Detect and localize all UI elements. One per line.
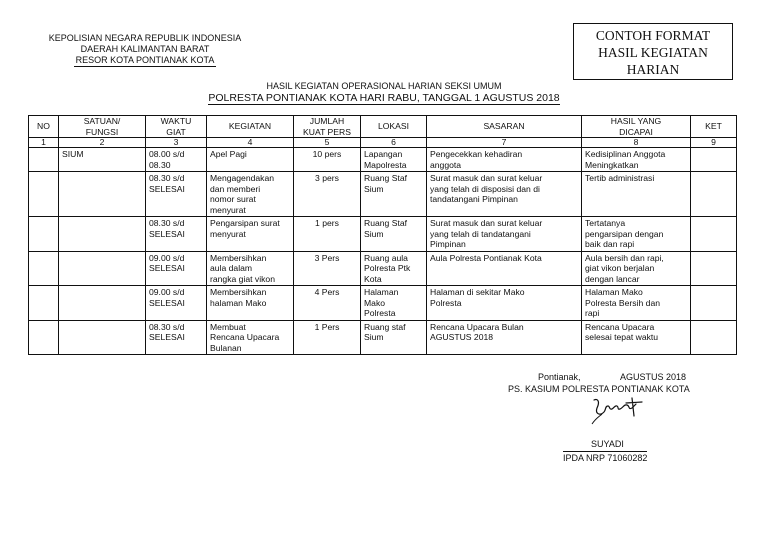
table-cell: Rencana Upacara selesai tepat waktu bbox=[582, 320, 691, 355]
table-cell bbox=[29, 320, 59, 355]
table-cell: Ruang Staf Sium bbox=[361, 172, 427, 217]
table-cell bbox=[59, 286, 146, 321]
column-number: 9 bbox=[691, 138, 737, 148]
column-number: 4 bbox=[207, 138, 294, 148]
table-cell: 09.00 s/d SELESAI bbox=[146, 251, 207, 286]
table-cell: 08.00 s/d 08.30 bbox=[146, 148, 207, 172]
table-cell: 3 pers bbox=[294, 172, 361, 217]
table-cell: Membuat Rencana Upacara Bulanan bbox=[207, 320, 294, 355]
column-header: SATUAN/ FUNGSI bbox=[59, 116, 146, 138]
table-cell: 08.30 s/d SELESAI bbox=[146, 217, 207, 252]
column-number: 5 bbox=[294, 138, 361, 148]
table-cell: 09.00 s/d SELESAI bbox=[146, 286, 207, 321]
table-cell: 08.30 s/d SELESAI bbox=[146, 172, 207, 217]
format-label-line-2: HASIL KEGIATAN bbox=[598, 45, 708, 60]
table-number-row bbox=[29, 138, 737, 148]
table-cell: Membersihkan halaman Mako bbox=[207, 286, 294, 321]
table-cell: Halaman Mako Polresta bbox=[361, 286, 427, 321]
table-cell: SIUM bbox=[59, 148, 146, 172]
table-cell: 3 Pers bbox=[294, 251, 361, 286]
table-cell: Mengagendakan dan memberi nomor surat menyurat bbox=[207, 172, 294, 217]
letterhead-line-2: DAERAH KALIMANTAN BARAT bbox=[80, 44, 210, 54]
table-body bbox=[29, 148, 737, 355]
letterhead bbox=[30, 33, 260, 67]
table-row bbox=[29, 217, 737, 252]
signatory-name: SUYADI bbox=[591, 439, 624, 449]
table-cell bbox=[29, 172, 59, 217]
table-cell bbox=[59, 320, 146, 355]
table-cell: 4 Pers bbox=[294, 286, 361, 321]
table-cell: Pengecekkan kehadiran anggota bbox=[427, 148, 582, 172]
table-cell bbox=[691, 172, 737, 217]
table-cell: Ruang staf Sium bbox=[361, 320, 427, 355]
table-cell bbox=[691, 217, 737, 252]
column-header: KET bbox=[691, 116, 737, 138]
table-cell bbox=[59, 251, 146, 286]
format-label-box bbox=[573, 23, 733, 80]
column-header: HASIL YANG DICAPAI bbox=[582, 116, 691, 138]
letterhead-line-1: KEPOLISIAN NEGARA REPUBLIK INDONESIA bbox=[48, 33, 242, 43]
signature-place: Pontianak, bbox=[538, 372, 581, 382]
column-number: 7 bbox=[427, 138, 582, 148]
table-cell: Kedisiplinan Anggota Meningkatkan bbox=[582, 148, 691, 172]
table-cell: Ruang Staf Sium bbox=[361, 217, 427, 252]
table-row bbox=[29, 320, 737, 355]
table-cell: Halaman Mako Polresta Bersih dan rapi bbox=[582, 286, 691, 321]
table-cell bbox=[691, 148, 737, 172]
table-cell bbox=[29, 217, 59, 252]
table-cell: Ruang aula Polresta Ptk Kota bbox=[361, 251, 427, 286]
column-header: SASARAN bbox=[427, 116, 582, 138]
table-cell: Surat masuk dan surat keluar yang telah di disposisi dan di tandatangani Pimpinan bbox=[427, 172, 582, 217]
column-header: NO bbox=[29, 116, 59, 138]
table-cell: Aula Polresta Pontianak Kota bbox=[427, 251, 582, 286]
table-cell bbox=[29, 251, 59, 286]
column-header: KEGIATAN bbox=[207, 116, 294, 138]
report-subtitle bbox=[0, 92, 768, 104]
table-cell: 1 pers bbox=[294, 217, 361, 252]
table-cell: Aula bersih dan rapi, giat vikon berjalan dengan lancar bbox=[582, 251, 691, 286]
table-cell bbox=[59, 217, 146, 252]
table-cell: Apel Pagi bbox=[207, 148, 294, 172]
table-cell bbox=[691, 286, 737, 321]
table-cell bbox=[59, 172, 146, 217]
letterhead-line-3: RESOR KOTA PONTIANAK KOTA bbox=[75, 55, 215, 65]
signatory-rank-nrp: IPDA NRP 71060282 bbox=[563, 453, 648, 463]
table-cell: Tertib administrasi bbox=[582, 172, 691, 217]
table-cell bbox=[29, 286, 59, 321]
format-label-line-3: HARIAN bbox=[626, 62, 680, 77]
table-cell: 08.30 s/d SELESAI bbox=[146, 320, 207, 355]
table-row bbox=[29, 251, 737, 286]
column-number: 1 bbox=[29, 138, 59, 148]
column-number: 6 bbox=[361, 138, 427, 148]
table-row bbox=[29, 286, 737, 321]
column-header: JUMLAH KUAT PERS bbox=[294, 116, 361, 138]
table-header-row bbox=[29, 116, 737, 138]
handwritten-signature bbox=[588, 394, 648, 432]
column-header: LOKASI bbox=[361, 116, 427, 138]
table-cell bbox=[29, 148, 59, 172]
report-subtitle-text: POLRESTA PONTIANAK KOTA HARI RABU, TANGGAL 1 AGUSTUS 2018 bbox=[208, 92, 560, 104]
table-cell bbox=[691, 320, 737, 355]
report-title: HASIL KEGIATAN OPERASIONAL HARIAN SEKSI UMUM bbox=[266, 81, 502, 91]
table-cell bbox=[691, 251, 737, 286]
table-cell: 10 pers bbox=[294, 148, 361, 172]
activity-table bbox=[28, 115, 737, 355]
column-number: 2 bbox=[59, 138, 146, 148]
table-cell: Halaman di sekitar Mako Polresta bbox=[427, 286, 582, 321]
column-header: WAKTU GIAT bbox=[146, 116, 207, 138]
table-cell: 1 Pers bbox=[294, 320, 361, 355]
table-cell: Surat masuk dan surat keluar yang telah di tandatangani Pimpinan bbox=[427, 217, 582, 252]
table-row bbox=[29, 148, 737, 172]
column-number: 3 bbox=[146, 138, 207, 148]
table-cell: Membersihkan aula dalam rangka giat vikon bbox=[207, 251, 294, 286]
signature-position: PS. KASIUM POLRESTA PONTIANAK KOTA bbox=[508, 384, 690, 394]
signature-date: AGUSTUS 2018 bbox=[620, 372, 687, 382]
table-row bbox=[29, 172, 737, 217]
table-cell: Tertatanya pengarsipan dengan baik dan rapi bbox=[582, 217, 691, 252]
column-number: 8 bbox=[582, 138, 691, 148]
table-cell: Lapangan Mapolresta bbox=[361, 148, 427, 172]
table-cell: Pengarsipan surat menyurat bbox=[207, 217, 294, 252]
table-cell: Rencana Upacara Bulan AGUSTUS 2018 bbox=[427, 320, 582, 355]
format-label-line-1: CONTOH FORMAT bbox=[595, 28, 711, 43]
